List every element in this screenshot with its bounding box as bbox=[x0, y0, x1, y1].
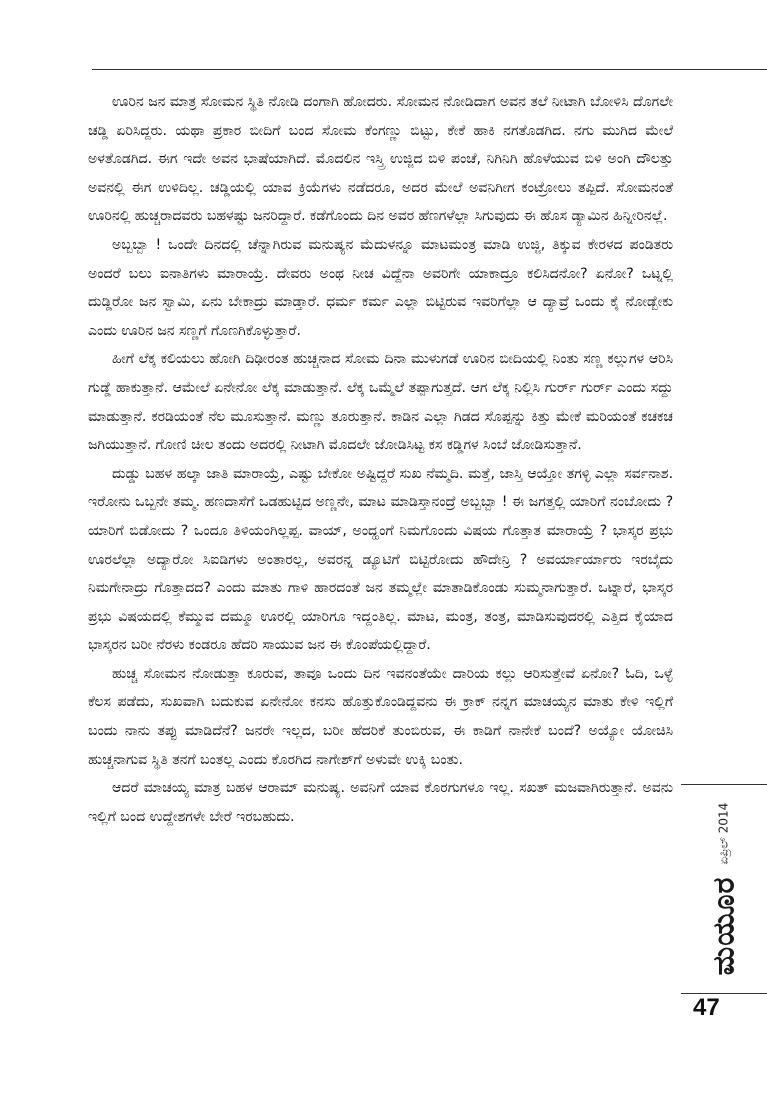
article-paragraph: ಊರಿನ ಜನ ಮಾತ್ರ ಸೋಮನ ಸ್ಥಿತಿ ನೋಡಿ ದಂಗಾಗಿ ಹೋದರು. ಸೋಮನ ನೋಡಿದಾಗ ಅವನ ತಲೆ ನೀಟಾಗಿ ಬೋಳಿಸಿ ದೊಗಲೇ ಚಡ್ಡಿ ಏರಿಸಿದ್ದರು. ಯಥಾ ಪ್ರಕಾರ ಬೀದಿಗೆ ಬಂದ ಸೋಮ ಕೆಂಗಣ್ಣು ಬಿಟ್ಟು, ಕೇಕೆ ಹಾಕಿ ನಗತೊಡಗಿದ. ನಗು ಮುಗಿದ ಮೇಲೆ ಅಳತೊಡಗಿದ. ಈಗ ಇದೇ ಅವನ ಭಾಷೆಯಾಗಿದೆ. ಮೊದಲಿನ ಇಸ್ತ್ರಿ ಉಜ್ಜಿದ ಬಿಳಿ ಪಂಚೆ, ನಿಗಿನಿಗಿ ಹೊಳೆಯುವ ಬಿಳಿ ಅಂಗಿ ದೌಲತ್ತು ಅವನಲ್ಲಿ ಈಗ ಉಳಿದಿಲ್ಲ. ಚಡ್ಡಿಯಲ್ಲಿ ಯಾವ ಕ್ರಿಯೆಗಳು ನಡೆದರೂ, ಅದರ ಮೇಲೆ ಅವನಿಗೀಗ ಕಂಟ್ರೋಲು ತಪ್ಪಿದೆ. ಸೋಮನಂತೆ ಊರಿನಲ್ಲಿ ಹುಚ್ಚರಾದವರು ಬಹಳಷ್ಟು ಜನರಿದ್ದಾರೆ. ಕಡೆಗೊಂದು ದಿನ ಅವರ ಹೆಣಗಳೆಲ್ಲಾ ಸಿಗುವುದು ಈ ಹೊಸ ಡ್ಯಾಮಿನ ಹಿನ್ನೀರಿನಲ್ಲೆ. bbox=[88, 94, 673, 225]
sidebar-rule-top bbox=[681, 784, 767, 785]
article-paragraph: ಆದರೆ ಮಾಚಯ್ಯ ಮಾತ್ರ ಬಹಳ ಆರಾಮ್ ಮನುಷ್ಯ. ಅವನಿಗೆ ಯಾವ ಕೊರಗುಗಳೂ ಇಲ್ಲ. ಸಖತ್ ಮಜವಾಗಿರುತ್ತಾನೆ. ಅವನು ಇಲ್ಲಿಗೆ ಬಂದ ಉದ್ದೇಶಗಳೇ ಬೇರೆ ಇರಬಹುದು. bbox=[88, 780, 673, 825]
header-rule bbox=[92, 69, 767, 70]
issue-date: ಏಪ್ರಿಲ್ 2014 bbox=[716, 802, 731, 865]
sidebar-masthead bbox=[707, 803, 742, 976]
article-paragraph: ಹುಚ್ಚ ಸೋಮನ ನೋಡುತ್ತಾ ಕೂರುವ, ತಾವೂ ಒಂದು ದಿನ ಇವನಂತೆಯೇ ದಾರಿಯ ಕಲ್ಲು ಆರಿಸುತ್ತೇವೆ ಏನೋ? ಓದಿ, ಒಳ್ಳೆ ಕೆಲಸ ಪಡೆದು, ಸುಖವಾಗಿ ಬದುಕುವ ಏನೇನೋ ಕನಸು ಹೊತ್ತುಕೊಂಡಿದ್ದವನು ಈ ಕ್ರಾಕ್ ನನ್ನಗ ಮಾಚಯ್ಯನ ಮಾತು ಕೇಳಿ ಇಲ್ಲಿಗೆ ಬಂದು ನಾನು ತಪ್ಪು ಮಾಡಿದೆನೆ? ಜನರೇ ಇಲ್ಲದ, ಬರೀ ಹೆದರಿಕೆ ತುಂಬಿರುವ, ಈ ಕಾಡಿಗೆ ನಾನೇಕೆ ಬಂದೆ? ಅಯ್ಯೋ ಯೋಚಿಸಿ ಹುಚ್ಚನಾಗುವ ಸ್ಥಿತಿ ತನಗೆ ಬಂತಲ್ಲ ಎಂದು ಕೊರಗಿದ ನಾಗೇಶ್‌ಗೆ ಅಳುವೇ ಉಕ್ಕಿ ಬಂತು. bbox=[88, 665, 673, 768]
page-number: 47 bbox=[693, 994, 720, 1021]
magazine-logo: ಮಯೂರ bbox=[706, 876, 742, 976]
article-paragraph: ಅಬ್ಬಬ್ಬಾ ! ಒಂದೇ ದಿನದಲ್ಲಿ ಚೆನ್ನಾಗಿರುವ ಮನುಷ್ಯನ ಮೆದುಳನ್ನೂ ಮಾಟಮಂತ್ರ ಮಾಡಿ ಉಜ್ಜಿ, ತಿಕ್ಕುವ ಕೇರಳದ ಪಂಡಿತರು ಅಂದರೆ ಬಲು ಐನಾತಿಗಳು ಮಾರಾಯ್ರೆ. ದೇವರು ಅಂಥ ನೀಚ ವಿದ್ದೆನಾ ಅವರಿಗೇ ಯಾಕಾದ್ರೂ ಕಲಿಸಿದನೋ? ಏನೋ? ಒಟ್ನಲ್ಲಿ ದುಡ್ಡಿರೋ ಜನ ಸ್ವಾಮಿ, ಏನು ಬೇಕಾದ್ರು ಮಾಡ್ತಾರೆ. ಧರ್ಮ ಕರ್ಮ ಎಲ್ಲಾ ಬಿಟ್ಟಿರುವ ಇವರಿಗೆಲ್ಲಾ ಆ ದ್ಯಾವ್ರೆ ಒಂದು ಕೈ ನೋಡ್ಬೇಕು ಎಂದು ಊರಿನ ಜನ ಸಣ್ಣಗೆ ಗೊಣಗಿಕೊಳ್ಳುತ್ತಾರೆ. bbox=[88, 236, 673, 339]
article-body bbox=[88, 88, 673, 831]
article-paragraph: ದುಡ್ಡು ಬಹಳ ಹಲ್ಕಾ ಜಾತಿ ಮಾರಾಯ್ರೆ, ಎಷ್ಟು ಬೇಕೋ ಅಷ್ಟಿದ್ದರೆ ಸುಖ ನೆಮ್ಮದಿ. ಮತ್ತೆ, ಜಾಸ್ತಿ ಆಯ್ತೋ ತಗಳ್ಳಿ ಎಲ್ಲಾ ಸರ್ವನಾಶ. ಇರೋನು ಒಬ್ಬನೇ ತಮ್ಮ. ಹಣದಾಸೆಗೆ ಒಡಹುಟ್ಟಿದ ಅಣ್ಣನೇ, ಮಾಟ ಮಾಡಿಸ್ತಾನಂದ್ರೆ ಅಬ್ಬಬ್ಬಾ ! ಈ ಜಗತ್ತಲ್ಲಿ ಯಾರಿಗೆ ನಂಬೋದು ? ಯಾರಿಗೆ ಬಿಡೋದು ? ಒಂದೂ ತಿಳಿಯಂಗಿಲ್ಲಪ್ಪ. ವಾಯ್, ಅಂದ್ಹಂಗೆ ನಿಮಗೊಂದು ವಿಷಯ ಗೊತ್ತಾತ ಮಾರಾಯ್ರೆ ? ಭಾಸ್ಕರ ಪ್ರಭು ಊರಲೆಲ್ಲಾ ಅದ್ಯಾರೋ ಸಿಐಡಿಗಳು ಅಂತಾರಲ್ಲ, ಅವರನ್ನ ಡ್ಯೂಟಿಗೆ ಬಿಟ್ಟಿರೋದು ಹೌದೇನ್ರಿ ? ಅವರ್ಯಾರ್ಯಾರು ಇರಬೈದು ನಿಮಗೇನಾದ್ರು ಗೊತ್ತಾದದ? ಎಂದು ಮಾತು ಗಾಳಿ ಹಾರದಂತೆ ಜನ ತಮ್ಮಲ್ಲೇ ಮಾತಾಡಿಕೊಂಡು ಸುಮ್ಮನಾಗುತ್ತಾರೆ. ಒಟ್ನಾರೆ, ಭಾಸ್ಕರ ಪ್ರಭು ವಿಷಯದಲ್ಲಿ ಕೆಮ್ಮುವ ದಮ್ಮೂ ಊರಲ್ಲಿ ಯಾರಿಗೂ ಇದ್ದಂತಿಲ್ಲ. ಮಾಟ, ಮಂತ್ರ, ತಂತ್ರ, ಮಾಡಿಸುವುದರಲ್ಲಿ ಎತ್ತಿದ ಕೈಯಾದ ಭಾಸ್ಕರನ ಬರೀ ನೆರಳು ಕಂಡರೂ ಹೆದರಿ ಸಾಯುವ ಜನ ಈ ಕೊಂಪೆಯಲ್ಲಿದ್ದಾರೆ. bbox=[88, 465, 673, 654]
article-paragraph: ಹೀಗೆ ಲೆಕ್ಕ ಕಲಿಯಲು ಹೋಗಿ ದಿಢೀರಂತ ಹುಚ್ಚನಾದ ಸೋಮ ದಿನಾ ಮುಳುಗಡೆ ಊರಿನ ಬೀದಿಯಲ್ಲಿ ನಿಂತು ಸಣ್ಣ ಕಲ್ಲುಗಳ ಆರಿಸಿ ಗುಡ್ಡೆ ಹಾಕುತ್ತಾನೆ. ಆಮೇಲೆ ಏನೇನೋ ಲೆಕ್ಕ ಮಾಡುತ್ತಾನೆ. ಲೆಕ್ಕ ಒಮ್ಮೆಲೆ ತಪ್ಪಾಗುತ್ತದೆ. ಆಗ ಲೆಕ್ಕ ನಿಲ್ಲಿಸಿ ಗುರ್ರ್ ಗುರ್ರ್ ಎಂದು ಸದ್ದು ಮಾಡುತ್ತಾನೆ. ಕರಡಿಯಂತೆ ನೆಲ ಮೂಸುತ್ತಾನೆ. ಮಣ್ಣು ತೂರುತ್ತಾನೆ. ಕಾಡಿನ ಎಲ್ಲಾ ಗಿಡದ ಸೊಪ್ಪನ್ನು ಕಿತ್ತು ಮೇಕೆ ಮರಿಯಂತೆ ಕಚಕಚ ಜಗಿಯುತ್ತಾನೆ. ಗೋಣಿ ಚೀಲ ತಂದು ಅದರಲ್ಲಿ ನೀಟಾಗಿ ಮೊದಲೇ ಜೋಡಿಸಿಟ್ಟ ಕಸ ಕಡ್ಡಿಗಳ ಸಿಂಬೆ ಜೋಡಿಸುತ್ತಾನೆ. bbox=[88, 351, 673, 454]
